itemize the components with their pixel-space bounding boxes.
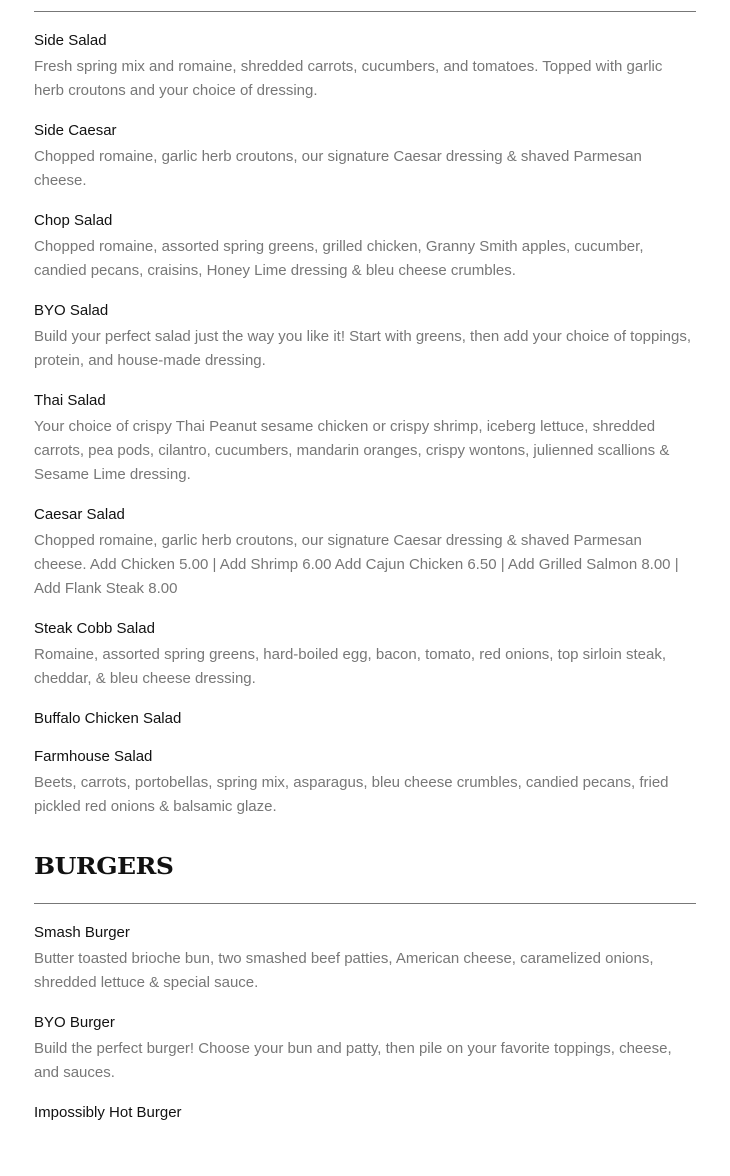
menu-item-name: Chop Salad xyxy=(34,212,113,229)
menu-page xyxy=(34,0,696,1123)
menu-item-description: Your choice of crispy Thai Peanut sesame chicken or crispy shrimp, iceberg lettuce, shredded carrots, pea pods, cilantro, cucumbers, mandarin oranges, crispy wontons, julienned scallions & Sesame Lime dressing. xyxy=(34,418,670,483)
menu-item[interactable] xyxy=(34,709,696,729)
menu-item[interactable] xyxy=(34,31,696,103)
menu-item-name: BYO Salad xyxy=(34,302,109,319)
menu-item[interactable] xyxy=(34,923,696,995)
menu-item-description: Beets, carrots, portobellas, spring mix, asparagus, bleu cheese crumbles, candied pecans, fried pickled red onions & balsamic glaze. xyxy=(34,774,669,815)
menu-item[interactable] xyxy=(34,121,696,193)
salads-list xyxy=(34,31,696,819)
menu-item-description: Chopped romaine, assorted spring greens, grilled chicken, Granny Smith apples, cucumber, candied pecans, craisins, Honey Lime dressing & bleu cheese crumbles. xyxy=(34,238,644,279)
menu-item-name: Steak Cobb Salad xyxy=(34,620,155,637)
section-title-burgers: BURGERS xyxy=(34,852,174,880)
menu-item[interactable] xyxy=(34,1013,696,1085)
menu-item-name: Impossibly Hot Burger xyxy=(34,1104,182,1121)
menu-item-name: BYO Burger xyxy=(34,1014,115,1031)
section-divider xyxy=(34,903,696,904)
menu-item-description: Build the perfect burger! Choose your bun and patty, then pile on your favorite toppings, cheese, and sauces. xyxy=(34,1040,672,1081)
menu-item[interactable] xyxy=(34,211,696,283)
burgers-list xyxy=(34,923,696,1123)
menu-item[interactable] xyxy=(34,391,696,487)
menu-item-description: Build your perfect salad just the way you like it! Start with greens, then add your choice of toppings, protein, and house-made dressing. xyxy=(34,328,692,369)
menu-item-description: Chopped romaine, garlic herb croutons, our signature Caesar dressing & shaved Parmesan cheese. xyxy=(34,148,642,189)
menu-item-description: Romaine, assorted spring greens, hard-boiled egg, bacon, tomato, red onions, top sirloin steak, cheddar, & bleu cheese dressing. xyxy=(34,646,667,687)
menu-item[interactable] xyxy=(34,1103,696,1123)
menu-item-description: Fresh spring mix and romaine, shredded carrots, cucumbers, and tomatoes. Topped with garlic herb croutons and your choice of dressing. xyxy=(34,58,663,99)
section-divider xyxy=(34,11,696,12)
menu-item[interactable] xyxy=(34,505,696,601)
menu-item-name: Smash Burger xyxy=(34,924,130,941)
menu-item[interactable] xyxy=(34,301,696,373)
menu-item-name: Side Salad xyxy=(34,32,107,49)
menu-item-description: Chopped romaine, garlic herb croutons, our signature Caesar dressing & shaved Parmesan cheese. Add Chicken 5.00 | Add Shrimp 6.00 Add Cajun Chicken 6.50 | Add Grilled Salmon 8.00 | Add Flank Steak 8.00 xyxy=(34,532,679,597)
menu-item-description: Butter toasted brioche bun, two smashed beef patties, American cheese, caramelized onions, shredded lettuce & special sauce. xyxy=(34,950,654,991)
menu-item-name: Thai Salad xyxy=(34,392,106,409)
menu-item-name: Side Caesar xyxy=(34,122,117,139)
menu-item[interactable] xyxy=(34,747,696,819)
menu-item-name: Buffalo Chicken Salad xyxy=(34,710,182,727)
menu-item-name: Farmhouse Salad xyxy=(34,748,153,765)
menu-item[interactable] xyxy=(34,619,696,691)
menu-item-name: Caesar Salad xyxy=(34,506,125,523)
